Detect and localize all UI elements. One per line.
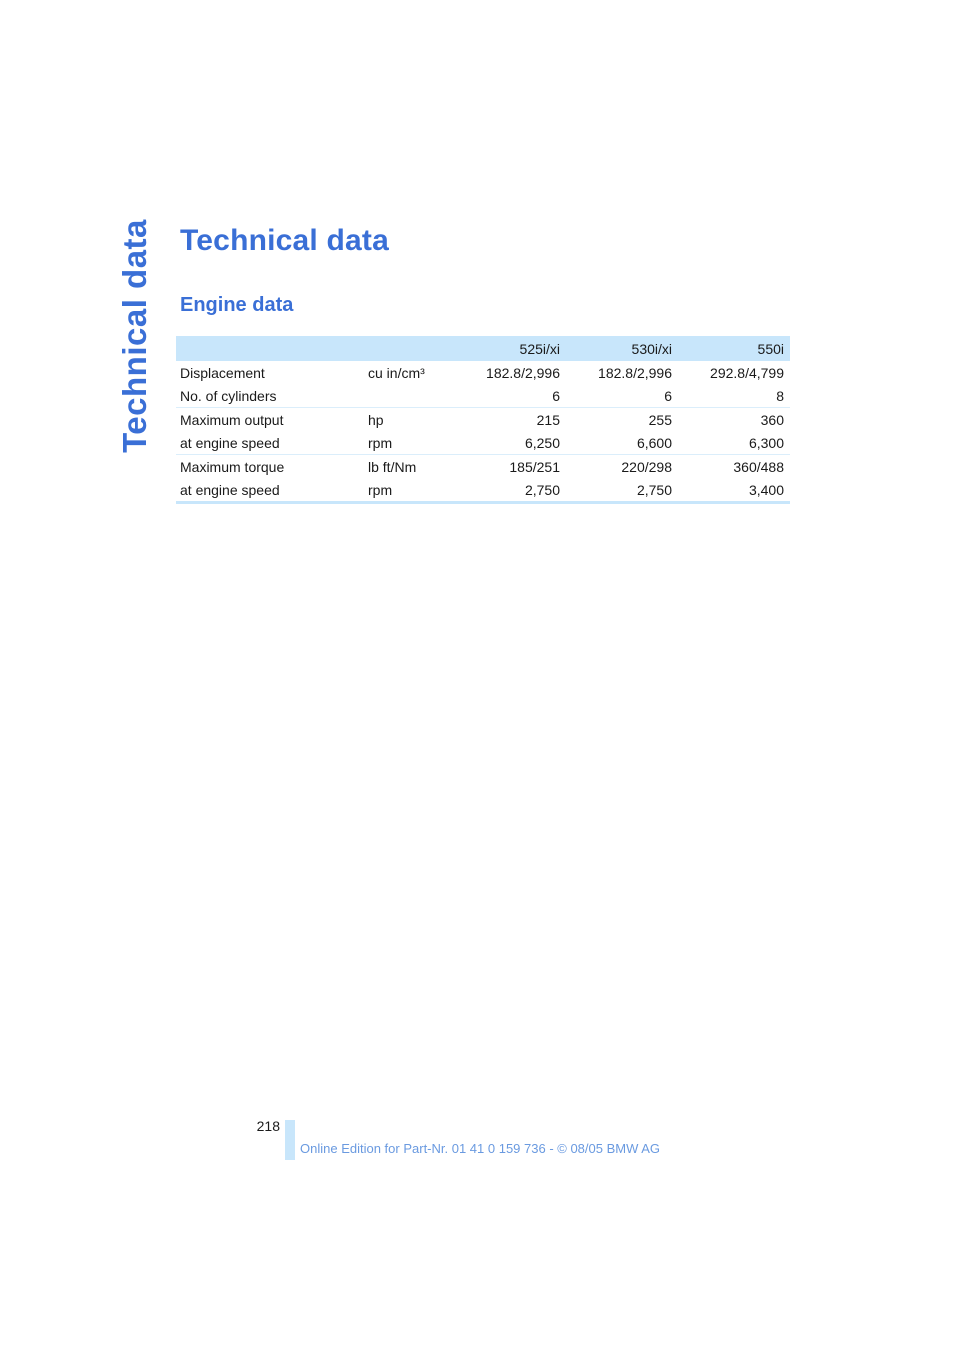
cell-value: 6,300 [678, 431, 790, 455]
cell-value: 182.8/2,996 [598, 364, 672, 381]
row-unit: lb ft/Nm [368, 458, 417, 475]
cell-value: 220/298 [621, 458, 672, 475]
page-title: Technical data [180, 224, 389, 257]
column-header-unit [364, 336, 454, 361]
cell-value: 3,400 [678, 478, 790, 503]
row-label: at engine speed [176, 431, 364, 455]
cell-value: 255 [648, 411, 672, 428]
table-row [176, 431, 790, 455]
cell-value: 182.8/2,996 [486, 364, 560, 381]
footer-bar [285, 1120, 295, 1160]
row-unit: cu in/cm³ [368, 364, 425, 381]
column-header-label [176, 336, 364, 361]
row-label: at engine speed [176, 478, 364, 503]
cell-value: 6 [454, 384, 566, 408]
page-number: 218 [256, 1118, 280, 1134]
engine-data-table [176, 336, 790, 504]
table-row [176, 361, 790, 384]
table-row [176, 455, 790, 479]
table-row [176, 408, 790, 432]
row-label: Maximum output [180, 411, 284, 428]
row-unit: hp [368, 411, 384, 428]
cell-value: 2,750 [454, 478, 566, 503]
cell-value: 6 [566, 384, 678, 408]
footer-edition-text: Online Edition for Part-Nr. 01 41 0 159 736 - © 08/05 BMW AG [300, 1141, 661, 1156]
section-title: Engine data [180, 294, 294, 316]
table-row [176, 478, 790, 503]
cell-value: 8 [678, 384, 790, 408]
row-label: Displacement [180, 364, 265, 381]
table-header-row [176, 336, 790, 361]
row-label: Maximum torque [180, 458, 285, 475]
side-tab [110, 219, 160, 453]
column-header-525i: 525i/xi [454, 336, 566, 361]
cell-value: 6,600 [566, 431, 678, 455]
side-tab-label: Technical data [116, 219, 153, 453]
row-unit: rpm [364, 478, 454, 503]
cell-value: 6,250 [454, 431, 566, 455]
row-unit [364, 384, 454, 408]
cell-value: 360/488 [733, 458, 784, 475]
cell-value: 185/251 [509, 458, 560, 475]
cell-value: 2,750 [566, 478, 678, 503]
cell-value: 215 [536, 411, 560, 428]
row-unit: rpm [364, 431, 454, 455]
column-header-530i: 530i/xi [566, 336, 678, 361]
row-label: No. of cylinders [176, 384, 364, 408]
cell-value: 292.8/4,799 [710, 364, 784, 381]
column-header-550i: 550i [678, 336, 790, 361]
cell-value: 360 [760, 411, 784, 428]
table-row [176, 384, 790, 408]
